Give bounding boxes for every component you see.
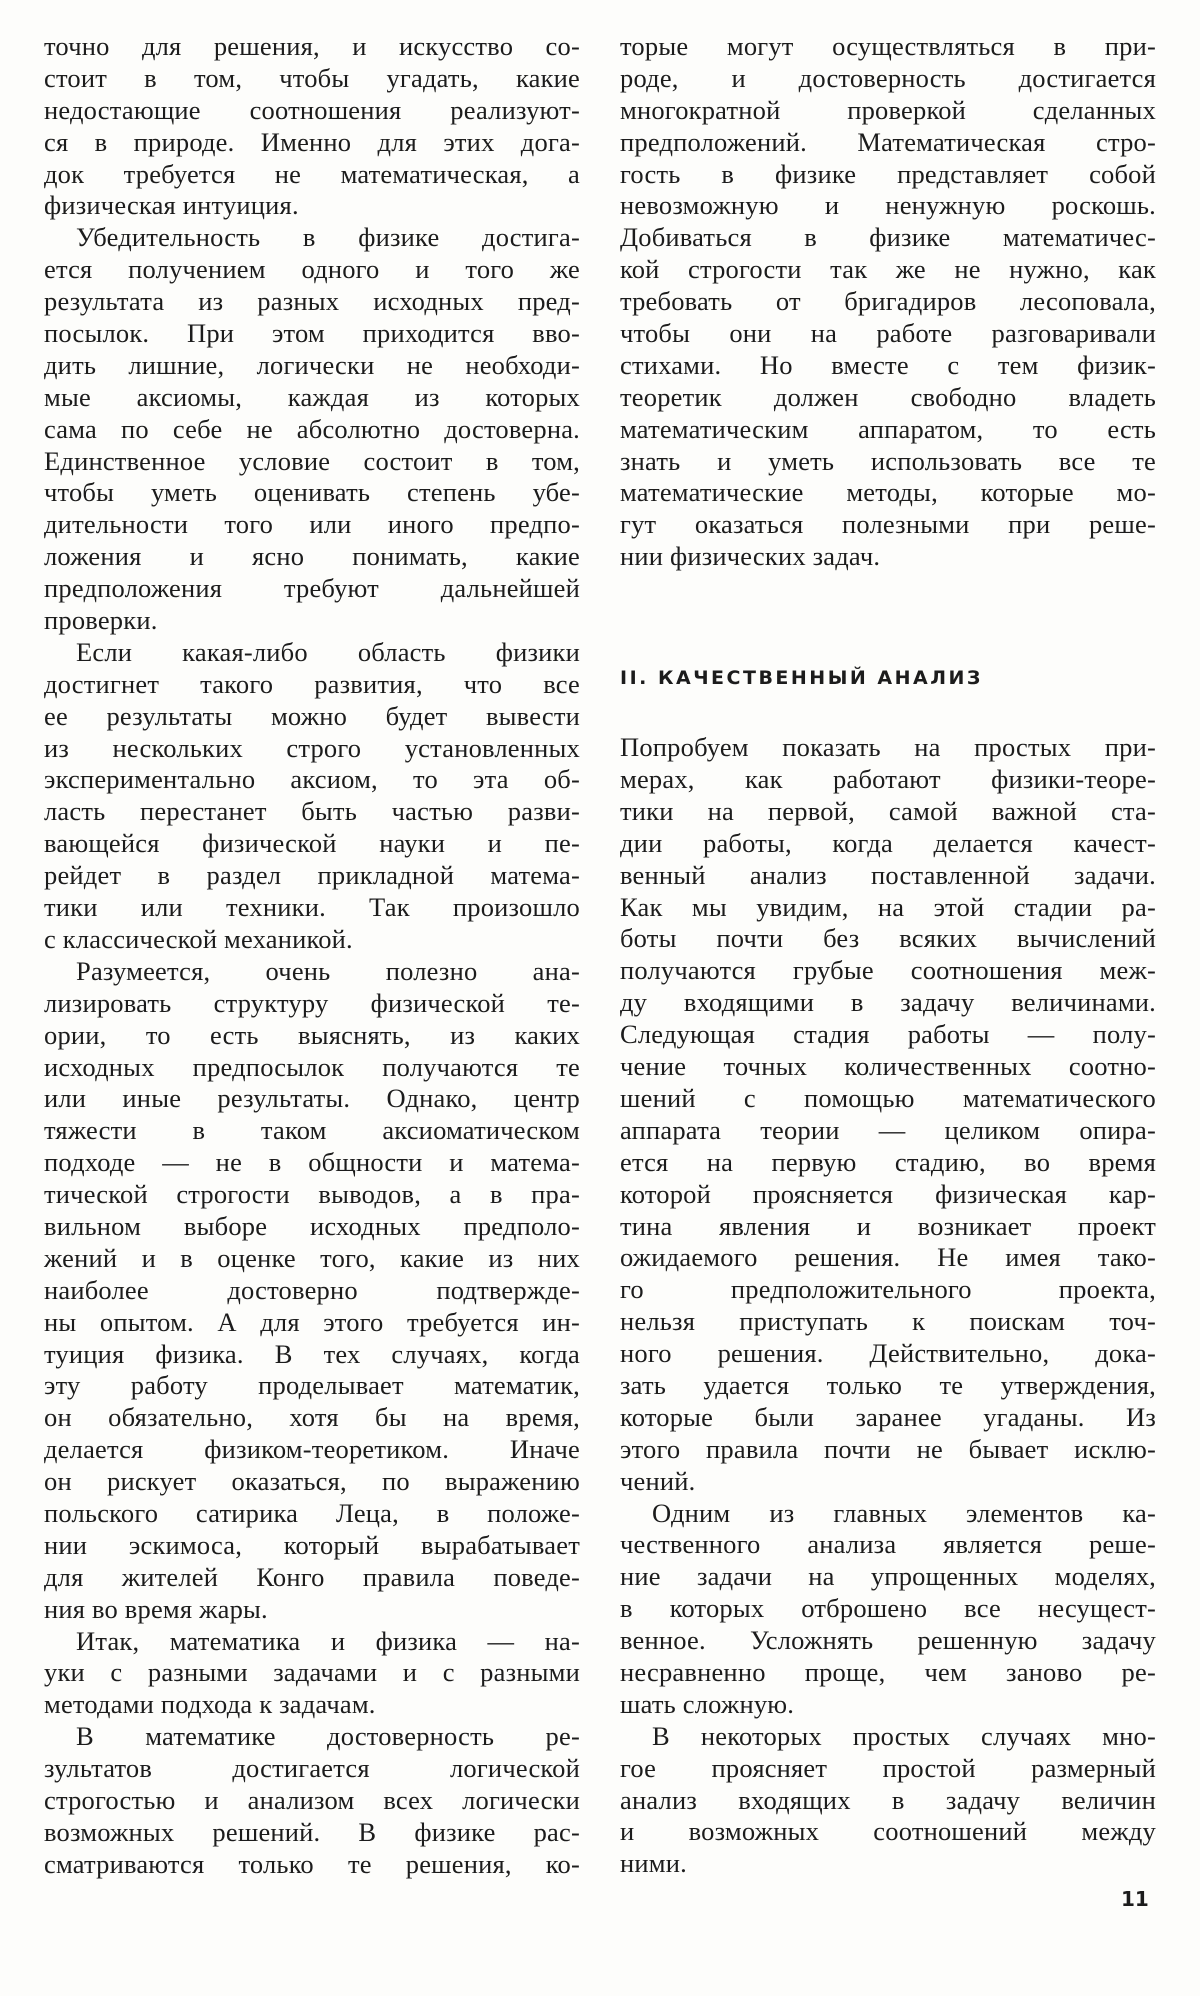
text-line: достигнет такого развития, что все [44, 668, 580, 699]
text-line: нии эскимоса, который вырабатывает [44, 1529, 580, 1560]
text-line: Если какая-либо область физики [76, 636, 580, 667]
text-line: лизировать структуру физической те- [44, 987, 580, 1018]
text-line: гое проясняет простой размерный [620, 1752, 1156, 1783]
text-line: недостающие соотношения реализуют- [44, 94, 580, 125]
paragraph [620, 732, 1156, 1497]
text-line: Одним из главных элементов ка- [652, 1497, 1156, 1528]
text-line: Разумеется, очень полезно ана- [76, 955, 580, 986]
text-line: эту работу проделывает математик, [44, 1370, 580, 1401]
text-line: венный анализ поставленной задачи. [620, 859, 1156, 890]
text-line: возможных решений. В физике рас- [44, 1816, 580, 1847]
text-line: Добиваться в физике математичес- [620, 222, 1156, 253]
right-column-top-text [620, 31, 1156, 573]
text-line: делается физиком-теоретиком. Иначе [44, 1434, 580, 1465]
text-line: дии работы, когда делается качест- [620, 827, 1156, 858]
text-line: польского сатирика Леца, в положе- [44, 1497, 580, 1528]
paragraph [44, 1626, 580, 1722]
text-line: ется на первую стадию, во время [620, 1146, 1156, 1177]
text-line: Итак, математика и физика — на- [76, 1625, 580, 1656]
text-line: док требуется не математическая, а [44, 158, 580, 189]
text-line: тики на первой, самой важной ста- [620, 795, 1156, 826]
text-line: мые аксиомы, каждая из которых [44, 381, 580, 412]
text-line: сама по себе не абсолютно достоверна. [44, 413, 580, 444]
text-line: зать удается только те утверждения, [620, 1369, 1156, 1400]
text-line: тяжести в таком аксиоматическом [44, 1115, 580, 1146]
text-line: роде, и достоверность достигается [620, 62, 1156, 93]
text-line: кой строгости так же не нужно, как [620, 254, 1156, 285]
text-line: чтобы они на работе разговаривали [620, 318, 1156, 349]
text-line: невозможную и ненужную роскошь. [620, 190, 1156, 221]
text-line: ласть перестанет быть частью разви- [44, 796, 580, 827]
text-line: или иные результаты. Однако, центр [44, 1083, 580, 1114]
text-line: которой проясняется физическая кар- [620, 1178, 1156, 1209]
text-line: этого правила почти не бывает исклю- [620, 1433, 1156, 1464]
text-line: в которых отброшено все несущест- [620, 1593, 1156, 1624]
text-line: мерах, как работают физики-теоре- [620, 764, 1156, 795]
text-line: В математике достоверность ре- [76, 1721, 580, 1752]
text-line: анализ входящих в задачу величин [620, 1784, 1156, 1815]
text-line: ние задачи на упрощенных моделях, [620, 1561, 1156, 1592]
text-line: зультатов достигается логической [44, 1753, 580, 1784]
text-line: стоит в том, чтобы угадать, какие [44, 62, 580, 93]
text-line: дительности того или иного предпо- [44, 509, 580, 540]
text-line: чение точных количественных соотно- [620, 1051, 1156, 1082]
text-line: подходе — не в общности и матема- [44, 1147, 580, 1178]
text-line: он рискует оказаться, по выражению [44, 1466, 580, 1497]
section-heading: II. КАЧЕСТВЕННЫЙ АНАЛИЗ [620, 667, 983, 690]
text-line: шать сложную. [620, 1688, 795, 1719]
text-line: точно для решения, и искусство со- [44, 31, 580, 61]
text-line: рейдет в раздел прикладной матема- [44, 860, 580, 891]
text-line: туиция физика. В тех случаях, когда [44, 1338, 580, 1369]
paragraph [44, 637, 580, 956]
text-line: ется получением одного и того же [44, 254, 580, 285]
text-line: гут оказаться полезными при реше- [620, 509, 1156, 540]
text-line: ного решения. Действительно, дока- [620, 1338, 1156, 1369]
text-line: многократной проверкой сделанных [620, 94, 1156, 125]
text-line: он обязательно, хотя бы на время, [44, 1402, 580, 1433]
text-line: ее результаты можно будет вывести [44, 700, 580, 731]
text-line: ны опытом. А для этого требуется ин- [44, 1306, 580, 1337]
text-line: чений. [620, 1465, 696, 1496]
text-line: ду входящими в задачу величинами. [620, 987, 1156, 1018]
heading-spacer [620, 694, 1156, 732]
text-line: которые были заранее угаданы. Из [620, 1401, 1156, 1432]
text-line: го предположительного проекта, [620, 1274, 1156, 1305]
text-line: несравненно проще, чем заново ре- [620, 1656, 1156, 1687]
text-line: ся в природе. Именно для этих дога- [44, 126, 580, 157]
text-line: дить лишние, логически не необходи- [44, 349, 580, 380]
text-line: венное. Усложнять решенную задачу [620, 1625, 1156, 1656]
text-line: математические методы, которые мо- [620, 477, 1156, 508]
text-line: физическая интуиция. [44, 190, 299, 221]
text-line: аппарата теории — целиком опира- [620, 1114, 1156, 1145]
page-number: 11 [1121, 1887, 1149, 1911]
paragraph [620, 1498, 1156, 1721]
text-line: вильном выборе исходных предполо- [44, 1210, 580, 1241]
text-line: исходных предпосылок получаются те [44, 1051, 580, 1082]
paragraph [44, 222, 580, 637]
paragraph [44, 1721, 580, 1880]
paragraph [620, 1721, 1156, 1880]
text-line: жений и в оценке того, какие из них [44, 1242, 580, 1273]
text-line: Как мы увидим, на этой стадии ра- [620, 891, 1156, 922]
text-line: вающейся физической науки и пе- [44, 828, 580, 859]
text-line: экспериментально аксиом, то эта об- [44, 764, 580, 795]
text-line: Единственное условие состоит в том, [44, 445, 580, 476]
text-line: с классической механикой. [44, 923, 353, 954]
text-line: посылок. При этом приходится вво- [44, 318, 580, 349]
text-line: теоретик должен свободно владеть [620, 381, 1156, 412]
text-line: предположений. Математическая стро- [620, 126, 1156, 157]
text-line: В некоторых простых случаях мно- [652, 1720, 1156, 1751]
text-line: ния во время жары. [44, 1593, 268, 1624]
text-line: ними. [620, 1848, 687, 1879]
text-line: требовать от бригадиров лесоповала, [620, 286, 1156, 317]
text-line: нии физических задач. [620, 541, 881, 572]
text-line: методами подхода к задачам. [44, 1689, 376, 1720]
text-line: уки с разными задачами и с разными [44, 1657, 580, 1688]
paragraph [620, 31, 1156, 573]
text-line: боты почти без всяких вычислений [620, 923, 1156, 954]
text-line: предположения требуют дальнейшей [44, 573, 580, 604]
paragraph [44, 31, 580, 222]
text-line: чтобы уметь оценивать степень убе- [44, 477, 580, 508]
text-line: стихами. Но вместе с тем физик- [620, 349, 1156, 380]
text-line: нельзя приступать к поискам точ- [620, 1306, 1156, 1337]
left-column [44, 31, 580, 1881]
text-line: тики или техники. Так произошло [44, 892, 580, 923]
text-line: тина явления и возникает проект [620, 1210, 1156, 1241]
text-line: ложения и ясно понимать, какие [44, 541, 580, 572]
text-line: математическим аппаратом, то есть [620, 413, 1156, 444]
text-line: получаются грубые соотношения меж- [620, 955, 1156, 986]
paragraph [44, 956, 580, 1626]
right-column [620, 31, 1156, 1880]
text-line: проверки. [44, 605, 158, 636]
text-line: тической строгости выводов, а в пра- [44, 1179, 580, 1210]
text-line: для жителей Конго правила поведе- [44, 1561, 580, 1592]
text-line: Следующая стадия работы — полу- [620, 1019, 1156, 1050]
text-line: Убедительность в физике достига- [76, 222, 580, 253]
text-line: результата из разных исходных пред- [44, 286, 580, 317]
text-line: наиболее достоверно подтвержде- [44, 1274, 580, 1305]
text-line: шений с помощью математического [620, 1082, 1156, 1113]
text-line: из нескольких строго установленных [44, 732, 580, 763]
text-line: ожидаемого решения. Не имея тако- [620, 1242, 1156, 1273]
text-line: гость в физике представляет собой [620, 158, 1156, 189]
text-line: и возможных соотношений между [620, 1816, 1156, 1847]
text-line: ории, то есть выяснять, из каких [44, 1019, 580, 1050]
text-line: Попробуем показать на простых при- [620, 732, 1156, 763]
text-line: торые могут осуществляться в при- [620, 31, 1156, 61]
text-line: чественного анализа является реше- [620, 1529, 1156, 1560]
right-column-section-text [620, 732, 1156, 1880]
text-line: строгостью и анализом всех логически [44, 1784, 580, 1815]
text-line: сматриваются только те решения, ко- [44, 1848, 580, 1879]
text-line: знать и уметь использовать все те [620, 445, 1156, 476]
